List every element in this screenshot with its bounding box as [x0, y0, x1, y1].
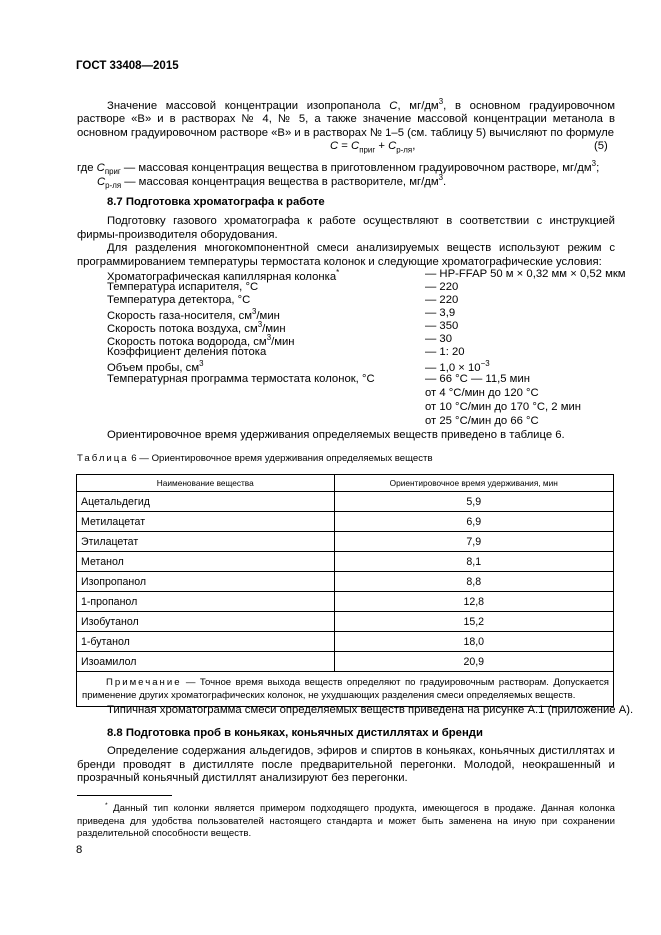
section-8-7-p1: Подготовку газового хроматографа к работе осуществляют в соответствии с инструкцией фирмы-производителя оборудования.: [77, 215, 615, 241]
document-header: ГОСТ 33408—2015: [76, 60, 179, 72]
substance-name: Метанол: [77, 552, 335, 572]
table-note: Примечание — Точное время выхода веществ определяют по градуировочным растворам. Допускается применение других хроматографических колонок, не ухудшающих разделения смеси определяемых веществ.: [77, 672, 614, 707]
footnote-rule: [77, 795, 172, 796]
retention-time: 20,9: [334, 652, 613, 672]
retention-time: 15,2: [334, 612, 613, 632]
param-column: Хроматографическая капиллярная колонка* — HP-FFAP 50 м × 0,32 мм × 0,52 мкм: [107, 268, 626, 283]
table-row: [77, 612, 614, 632]
table-note-row: [77, 672, 614, 707]
param-split-ratio: Коэффициент деления потока — 1: 20: [107, 346, 465, 358]
table-6-caption: Таблица 6 — Ориентировочное время удерживания определяемых веществ: [77, 453, 433, 464]
intro-paragraph: Значение массовой концентрации изопропанола C, $мг/дм^3$, в основном градуировочном растворе «В» и в растворах № 4, № 5, а также значение массовой концентрации метанола в основном градуировочном растворе «В» и в растворах № 1–5 (см. таблицу 5) вычисляют по формуле: [77, 97, 615, 139]
retention-time: 12,8: [334, 592, 613, 612]
param-temperature-program: Температурная программа термостата колонок, °С — 66 °С — 11,5 мин: [107, 373, 530, 385]
program-line-3: от 25 °С/мин до 66 °С: [425, 415, 539, 427]
substance-name: 1-бутанол: [77, 632, 335, 652]
column-header-time: Ориентировочное время удерживания, мин: [334, 475, 613, 492]
param-carrier-gas: Скорость газа-носителя, $см^3$/мин — 3,9: [107, 307, 456, 322]
table-row: [77, 592, 614, 612]
program-line-2: от 10 °С/мин до 170 °С, 2 мин: [425, 401, 582, 413]
retention-time: 8,1: [334, 552, 613, 572]
substance-name: Изобутанол: [77, 612, 335, 632]
substance-name: Изопропанол: [77, 572, 335, 592]
table-row: [77, 512, 614, 532]
retention-time: 8,8: [334, 572, 613, 592]
section-8-8-title: 8.8 Подготовка проб в коньяках, коньячных дистиллятах и бренди: [107, 727, 483, 739]
retention-time: 18,0: [334, 632, 613, 652]
substance-name: Изоамилол: [77, 652, 335, 672]
param-detector: Температура детектора, °С — 220: [107, 294, 459, 306]
substance-name: Ацетальдегид: [77, 492, 335, 512]
retention-time: 5,9: [334, 492, 613, 512]
table-row: [77, 572, 614, 592]
table-row: [77, 632, 614, 652]
table-6: [76, 474, 614, 707]
substance-name: 1-пропанол: [77, 592, 335, 612]
section-8-7-p2: Для разделения многокомпонентной смеси анализируемых веществ используют режим с программированием температуры термостата колонок и следующие хроматографические условия:: [77, 242, 615, 268]
table-row: [77, 552, 614, 572]
where-line-1: где $C_{приг}$ — массовая концентрация вещества в приготовленном градуировочном растворе, $мг/дм^3$;: [77, 159, 600, 177]
retention-time: 7,9: [334, 532, 613, 552]
table-row: [77, 492, 614, 512]
table-header-row: [77, 475, 614, 492]
footnote: * Данный тип колонки является примером подходящего продукта, имеющегося в продаже. Данная колонка приведена для удобства пользователей настоящего стандарта и может быть заменена на иную при сохранении разделительной способности веществ.: [77, 802, 615, 840]
where-line-2: $C_{р-ля}$ — массовая концентрация вещества в растворителе, $мг/дм^3$.: [97, 173, 447, 191]
substance-name: Метилацетат: [77, 512, 335, 532]
param-air-flow: Скорость потока воздуха, $см^3$/мин — 350: [107, 320, 459, 335]
page-number: 8: [76, 844, 83, 856]
param-sample-volume: Объем пробы, $см^3$ — $1,0 \times 10^{-3}$: [107, 359, 490, 374]
param-hydrogen-flow: Скорость потока водорода, $см^3$/мин — 30: [107, 333, 453, 348]
column-header-name: Наименование вещества: [77, 475, 335, 492]
section-8-7-p3: Ориентировочное время удерживания определяемых веществ приведено в таблице 6.: [107, 429, 565, 441]
formula-number: (5): [594, 140, 608, 152]
formula-5: $C = C_{приг} + C_{р-ля}$,: [330, 140, 416, 155]
substance-name: Этилацетат: [77, 532, 335, 552]
retention-time: 6,9: [334, 512, 613, 532]
table-row: [77, 652, 614, 672]
program-line-1: от 4 °С/мин до 120 °С: [425, 387, 539, 399]
section-8-7-title: 8.7 Подготовка хроматографа к работе: [107, 196, 325, 208]
param-evaporator: Температура испарителя, °С — 220: [107, 281, 459, 293]
section-8-8-p1: Определение содержания альдегидов, эфиров и спиртов в коньяках, коньячных дистиллятах и бренди проводят в дистилляте после предварительной перегонки. Молодой, неокрашенный и прозрачный коньячный дистиллят анализируют без перегонки.: [77, 745, 615, 785]
table-row: [77, 532, 614, 552]
after-table-text: Типичная хроматограмма смеси определяемых веществ приведена на рисунке А.1 (приложение А).: [107, 704, 634, 716]
